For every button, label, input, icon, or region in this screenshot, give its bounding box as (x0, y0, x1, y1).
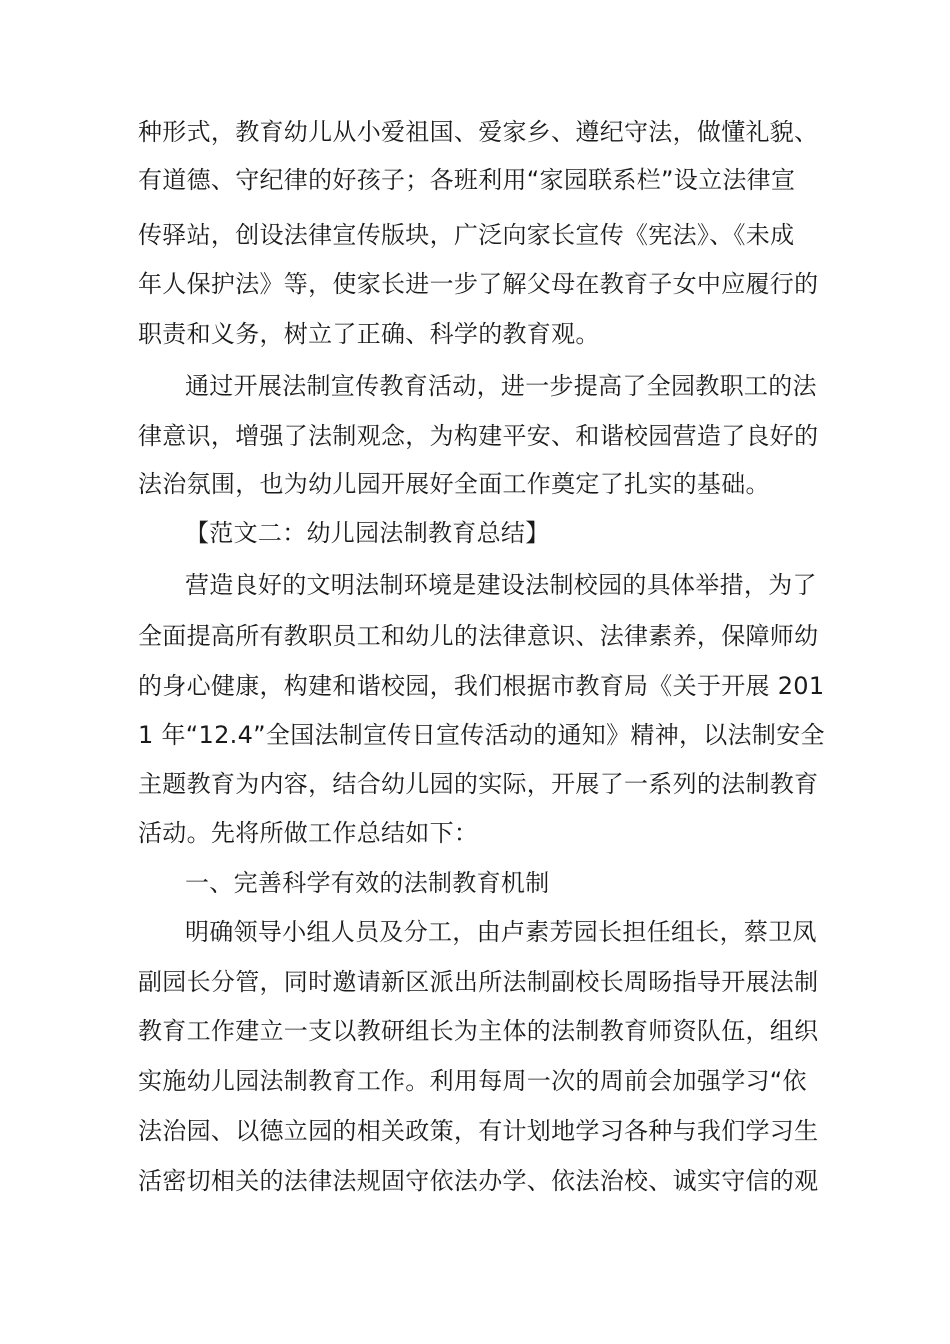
text-line: 活动。先将所做工作总结如下： (138, 819, 479, 847)
text-line: 法治氛围，也为幼儿园开展好全面工作奠定了扎实的基础。 (138, 470, 770, 498)
text-line: 种形式，教育幼儿从小爱祖国、爱家乡、遵纪守法，做懂礼貌、 (138, 118, 819, 146)
paragraph-start-line: 营造良好的文明法制环境是建设法制校园的具体举措，为了 (185, 571, 817, 599)
text-line: 1 年“12.4”全国法制宣传日宣传活动的通知》精神，以法制安全 (138, 721, 825, 749)
text-line: 传驿站，创设法律宣传版块，广泛向家长宣传《宪法》、《未成 (138, 221, 795, 249)
paragraph-start-line: 通过开展法制宣传教育活动，进一步提高了全园教职工的法 (185, 372, 817, 400)
text-line: 有道德、守纪律的好孩子；各班利用“家园联系栏”设立法律宣 (138, 166, 796, 194)
text-line: 副园长分管，同时邀请新区派出所法制副校长周旸指导开展法制 (138, 968, 819, 996)
text-line: 全面提高所有教职员工和幼儿的法律意识、法律素养，保障师幼 (138, 622, 819, 650)
text-line: 年人保护法》等，使家长进一步了解父母在教育子女中应履行的 (138, 270, 819, 298)
subsection-heading: 一、完善科学有效的法制教育机制 (185, 869, 550, 897)
text-line: 职责和义务，树立了正确、科学的教育观。 (138, 320, 600, 348)
text-line: 律意识，增强了法制观念，为构建平安、和谐校园营造了良好的 (138, 422, 819, 450)
text-line: 教育工作建立一支以教研组长为主体的法制教育师资队伍，组织 (138, 1017, 819, 1045)
section-heading: 【范文二：幼儿园法制教育总结】 (185, 519, 550, 547)
text-line: 的身心健康，构建和谐校园，我们根据市教育局《关于开展 201 (138, 672, 825, 700)
text-line: 主题教育为内容，结合幼儿园的实际，开展了一系列的法制教育 (138, 770, 819, 798)
paragraph-start-line: 明确领导小组人员及分工，由卢素芳园长担任组长，蔡卫凤 (185, 918, 817, 946)
text-line: 实施幼儿园法制教育工作。利用每周一次的周前会加强学习“依 (138, 1067, 807, 1095)
text-line: 活密切相关的法律法规固守依法办学、依法治校、诚实守信的观 (138, 1167, 819, 1195)
text-line: 法治园、以德立园的相关政策，有计划地学习各种与我们学习生 (138, 1117, 819, 1145)
